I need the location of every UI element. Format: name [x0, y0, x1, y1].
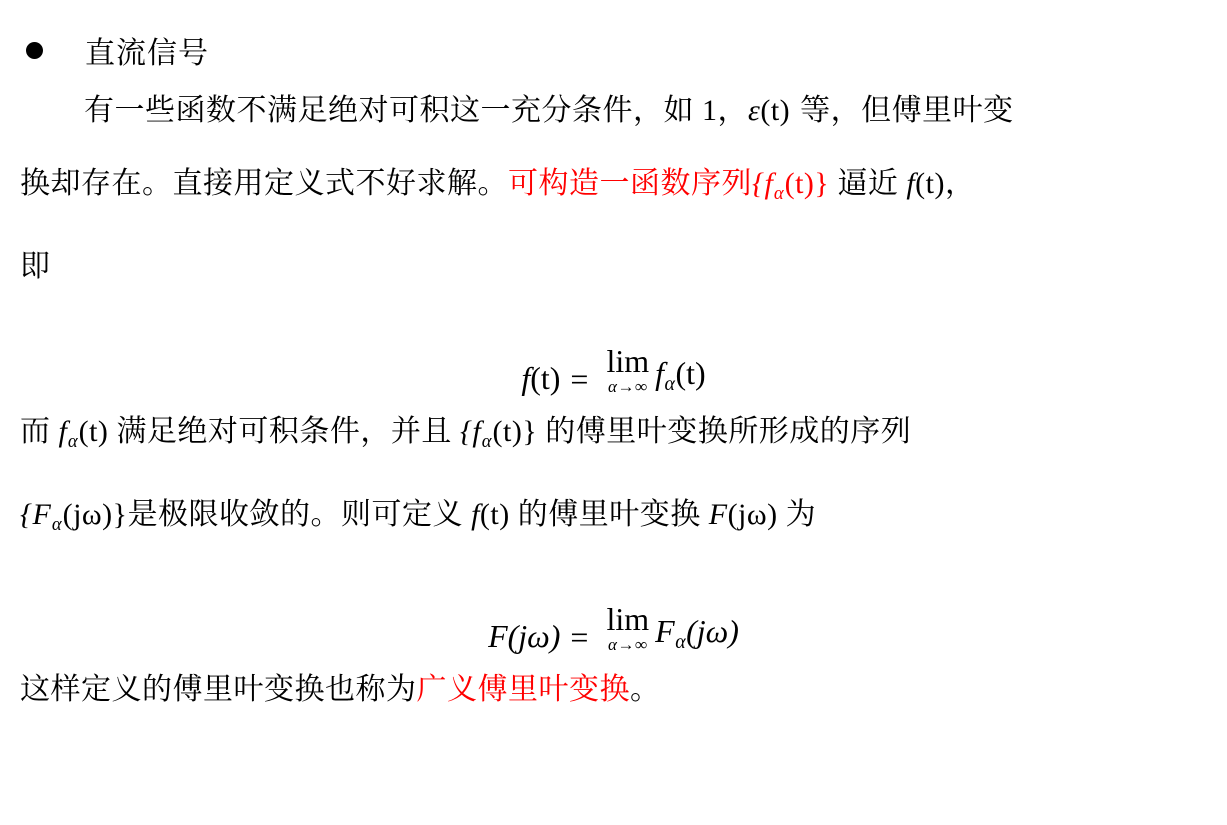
eq2-lhs-arg: (jω)	[507, 617, 561, 654]
eq1-lhs-arg: (t)	[530, 359, 561, 396]
p4-sequence-open: {f	[459, 414, 482, 448]
red-sequence-open: {f	[752, 167, 774, 200]
bullet-title: 直流信号	[85, 37, 209, 70]
red-sequence-subscript: α	[773, 182, 785, 204]
bullet-dot-icon	[26, 42, 43, 59]
p4-sequence-close: (t)}	[492, 414, 538, 448]
p5-F-argument: (jω)	[727, 497, 778, 531]
p5-f-symbol: f	[471, 497, 480, 531]
eq1-lhs-f: f	[521, 359, 531, 396]
eq2-lhs-F: F	[488, 617, 508, 654]
eq2-equals: =	[570, 618, 589, 655]
paragraph-2-segment-2: 逼近	[829, 167, 907, 200]
eq1-limit-subscript: α→∞	[608, 376, 648, 396]
paragraph-5-segment-1: 是极限收敛的。则可定义	[127, 497, 472, 531]
red-sequence-close: (t)}	[784, 167, 830, 200]
paragraph-6-red-text: 广义傅里叶变换	[416, 672, 630, 706]
bullet-heading	[20, 26, 1207, 74]
paragraph-2-segment-3: ，	[945, 167, 976, 200]
p4-f-symbol: f	[58, 414, 68, 448]
paragraph-1-segment-2: 等，但傅里叶变	[800, 94, 1014, 127]
function-f-symbol: f	[906, 167, 916, 200]
p5-sequence-arg: (jω)}	[62, 497, 128, 531]
p4-f-subscript: α	[67, 430, 79, 452]
p5-F-symbol: F	[708, 497, 728, 531]
eq1-rhs-subscript: α	[664, 373, 675, 396]
paragraph-6	[20, 653, 1207, 726]
eq1-rhs-f: f	[655, 354, 665, 391]
p5-sequence-open: {F	[20, 497, 52, 531]
paragraph-4	[20, 395, 1207, 478]
paragraph-3: 即	[20, 249, 51, 283]
eq1-equals: =	[570, 360, 589, 397]
p5-sequence-subscript: α	[51, 513, 63, 535]
eq2-limit-subscript: α→∞	[608, 634, 648, 654]
equation-2	[20, 561, 1207, 653]
eq2-rhs-F: F	[655, 612, 675, 649]
eq2-limit-operator	[606, 600, 650, 654]
paragraph-1-segment-1: 有一些函数不满足绝对可积这一充分条件，如 1，	[84, 94, 748, 127]
eq2-rhs-subscript: α	[675, 630, 686, 653]
p4-f-argument: (t)	[78, 414, 109, 448]
equation-1	[20, 303, 1207, 395]
paragraph-2-red-text: 可构造一函数序列	[508, 167, 752, 200]
paragraph-4-segment-3: 的傅里叶变换所形成的序列	[537, 414, 912, 448]
paragraph-4-segment-1: 而	[20, 414, 59, 448]
epsilon-symbol: ε	[748, 94, 761, 127]
paragraph-4-segment-2: 满足绝对可积条件，并且	[108, 414, 460, 448]
eq1-limit-label: lim	[606, 342, 650, 379]
eq1-limit-operator	[606, 342, 650, 396]
paragraph-1	[20, 74, 1207, 147]
paragraph-5-segment-3: 为	[777, 497, 817, 531]
paragraph-5	[20, 478, 1207, 561]
p4-sequence-subscript: α	[481, 430, 493, 452]
p5-f-argument: (t)	[479, 497, 510, 531]
eq2-rhs-arg: (jω)	[686, 612, 739, 649]
paragraph-5-segment-2: 的傅里叶变换	[509, 497, 709, 531]
eq2-limit-label: lim	[606, 600, 650, 637]
paragraph-2	[20, 147, 1207, 230]
paragraph-6-segment-2: 。	[630, 672, 661, 706]
paragraph-6-segment-1: 这样定义的傅里叶变换也称为	[20, 672, 417, 706]
eq1-rhs-arg: (t)	[675, 354, 706, 391]
function-f-argument: (t)	[915, 167, 945, 200]
epsilon-argument: (t)	[760, 94, 791, 127]
paragraph-2-segment-1: 换却存在。直接用定义式不好求解。	[20, 167, 508, 200]
